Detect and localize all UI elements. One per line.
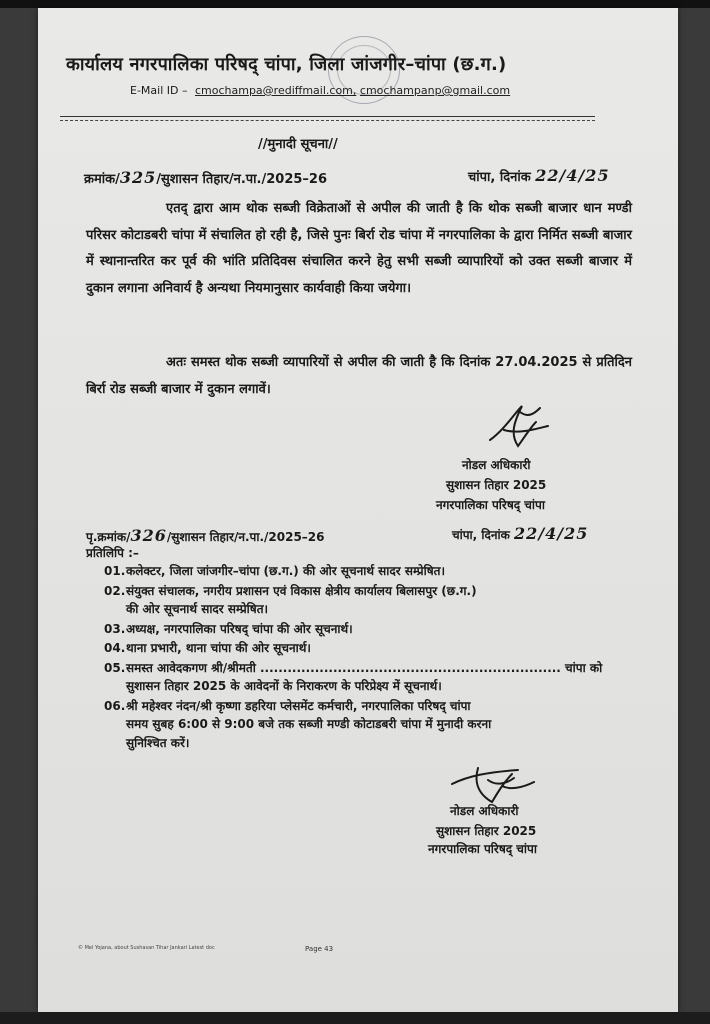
copy-ref-suffix: /सुशासन तिहार/न.पा./2025–26 — [166, 530, 325, 544]
list-item — [104, 639, 614, 658]
list-item-number: 02. — [104, 583, 126, 598]
list-item — [104, 620, 614, 639]
footer-note: © Mel Yojana, about Sushasan Tihar Jankari Latest doc — [78, 945, 215, 951]
list-item — [104, 582, 614, 619]
copy-date-handwritten: 22/4/25 — [514, 524, 589, 543]
signature1-campaign: सुशासन तिहार 2025 — [446, 478, 547, 492]
bottom-bar — [0, 1012, 710, 1024]
copy-recipients-list — [104, 562, 614, 753]
ref-number-handwritten: 325 — [119, 168, 157, 187]
signature-1 — [484, 400, 554, 456]
list-item-continuation: समय सुबह 6:00 से 9:00 बजे तक सब्जी मण्डी कोटाडबरी चांपा में मुनादी करना सुनिश्चित करें। — [126, 717, 492, 750]
reference-number — [84, 168, 327, 187]
signature2-office: नगरपालिका परिषद् चांपा — [428, 842, 537, 856]
list-item — [104, 562, 614, 581]
list-item-text: अध्यक्ष, नगरपालिका परिषद् चांपा की ओर सूचनार्थ। — [126, 621, 353, 636]
list-item-number: 04. — [104, 641, 126, 655]
list-item-text: थाना प्रभारी, थाना चांपा की ओर सूचनार्थ। — [126, 641, 311, 655]
top-bar — [0, 0, 710, 8]
email-label: E-Mail ID – — [130, 84, 188, 97]
copy-ref-prefix: पृ.क्रमांक/ — [86, 530, 131, 544]
list-item-text: श्री महेश्वर नंदन/श्री कृष्णा डहरिया प्लेसमेंट कर्मचारी, नगरपालिका परिषद् चांपा — [126, 698, 471, 713]
signature1-designation: नोडल अधिकारी — [462, 458, 531, 472]
copy-ref-number-handwritten: 326 — [130, 526, 167, 545]
ref-prefix: क्रमांक/ — [84, 172, 120, 187]
email-link-gmail[interactable]: cmochampanp@gmail.com — [359, 84, 511, 97]
list-item-number: 06. — [104, 698, 126, 713]
signature2-designation: नोडल अधिकारी — [450, 804, 519, 818]
list-item-continuation: सुशासन तिहार 2025 के आवेदनों के निराकरण के परिप्रेक्ष्य में सूचनार्थ। — [126, 679, 442, 693]
notice-paragraph-1: एतद् द्वारा आम थोक सब्जी विक्रेताओं से अपील की जाती है कि थोक सब्जी बाजार धान मण्डी परिसर कोटाडबरी चांपा में संचालित हो रही है, जिसे पुनः बिर्रा रोड चांपा में नगरपालिका के द्वारा निर्मित सब्जी बाजार में स्थानान्तरित कर पूर्व की भांति प्रतिदिवस संचालित करने हेतु सभी सब्जी व्यापारियों को उक्त सब्जी बाजार में दुकान लगाना अनिवार्य है अन्यथा नियमानुसार कार्यवाही किया जयेगा। — [86, 201, 632, 296]
ref-suffix: /सुशासन तिहार/न.पा./2025–26 — [156, 172, 328, 187]
list-item-number: 05. — [104, 660, 126, 675]
notice-paragraph-2: अतः समस्त थोक सब्जी व्यापारियों से अपील की जाती है कि दिनांक 27.04.2025 से प्रतिदिन बिर्रा रोड सब्जी बाजार में दुकान लगावें। — [86, 355, 632, 397]
copy-date — [452, 524, 588, 543]
notice-date — [468, 166, 610, 185]
page-number: Page 43 — [305, 945, 334, 953]
list-item-text: कलेक्टर, जिला जांजगीर–चांपा (छ.ग.) की ओर सूचनार्थ सादर सम्प्रेषित। — [126, 564, 446, 578]
date-handwritten: 22/4/25 — [535, 166, 610, 185]
notice-heading: //मुनादी सूचना// — [258, 137, 338, 152]
list-item-text: समस्त आवेदकगण श्री/श्रीमती .................................................................. चांपा को — [126, 660, 603, 675]
email-line — [130, 84, 510, 97]
document-page — [38, 8, 678, 1012]
list-item-number: 03. — [104, 621, 126, 636]
copy-to-label: प्रतिलिपि :– — [86, 546, 139, 560]
list-item — [104, 697, 614, 753]
copy-reference-number — [86, 526, 325, 545]
signature1-office: नगरपालिका परिषद् चांपा — [436, 498, 545, 512]
header-divider — [60, 116, 595, 117]
list-item-continuation: की ओर सूचनार्थ सादर सम्प्रेषित। — [126, 602, 269, 616]
office-title: कार्यालय नगरपालिका परिषद् चांपा, जिला जांजगीर–चांपा (छ.ग.) — [66, 54, 507, 75]
date-prefix: चांपा, दिनांक — [468, 170, 531, 185]
signature2-campaign: सुशासन तिहार 2025 — [436, 824, 537, 838]
copy-date-prefix: चांपा, दिनांक — [452, 528, 510, 542]
email-link-rediff[interactable]: cmochampa@rediffmail.com, — [194, 84, 357, 97]
list-item-text: संयुक्त संचालक, नगरीय प्रशासन एवं विकास क्षेत्रीय कार्यालय बिलासपुर (छ.ग.) — [126, 583, 477, 598]
header-divider-dashed — [60, 120, 595, 121]
list-item-number: 01. — [104, 564, 126, 578]
list-item — [104, 659, 614, 696]
